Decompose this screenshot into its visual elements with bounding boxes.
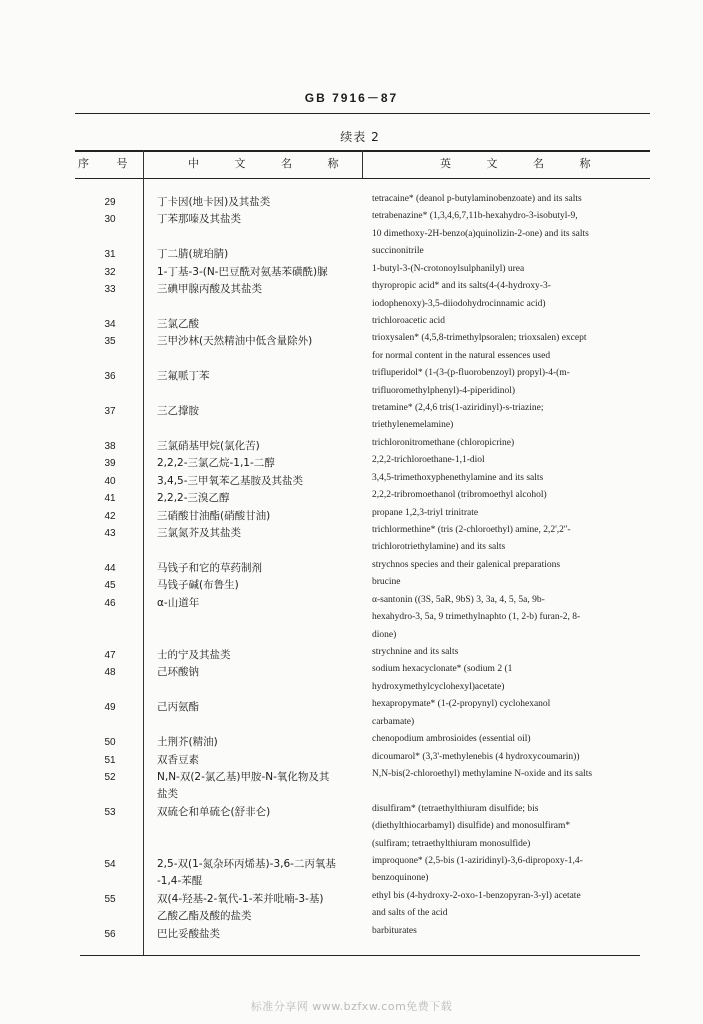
chinese-name [157,577,362,594]
chinese-name [157,664,362,681]
english-name-line: strychnine and its salts [372,646,459,657]
english-name-line: trichlorotriethylamine) and its salts [372,542,506,553]
english-name [372,749,672,766]
table-row [0,592,703,644]
chinese-name [157,264,362,281]
english-name-line: trichloroacetic acid [372,315,446,326]
table-row [0,243,703,260]
row-number: 31 [104,249,116,261]
english-name [372,923,672,940]
chinese-name-line: 三氯氮芥及其盐类 [157,527,241,540]
english-name [372,592,672,644]
chinese-name [157,926,362,943]
table-row [0,487,703,504]
english-name-line: trichloronitromethane (chloropicrine) [372,437,515,448]
chinese-name-line: 2,2,2-三氯乙烷-1,1-二醇 [157,457,275,470]
chinese-name [157,804,362,821]
chinese-name-line: 土荆芥(精油) [157,736,218,749]
chinese-name-line: 1-丁基-3-(N-巴豆酰对氨基苯磺酰)脲 [157,265,328,278]
chinese-name-line: 丁二腈(琥珀腈) [157,248,229,261]
english-name-line: hydroxymethylcyclohexyl)acetate) [372,681,505,692]
english-name-line: and salts of the acid [372,908,448,919]
column-header-number: 序 号 [78,157,140,170]
chinese-name-line: 三甲沙林(天然精油中低含量除外) [157,335,313,348]
table-row [0,435,703,452]
table-row [0,470,703,487]
english-name-line: trifluperidol* (1-(3-(p-fluorobenzoyl) propyl)-4-(m- [372,368,570,379]
english-name-line: strychnos species and their galenical preparations [372,559,561,570]
chinese-name [157,508,362,525]
english-name-line: trioxysalen* (4,5,8-trimethylpsoralen; trioxsalen) except [372,333,587,344]
english-name-line: succinonitrile [372,246,424,257]
english-name-line: α-santonin ((3S, 5aR, 9bS) 3, 3a, 4, 5, 5a, 9b- [372,594,545,605]
header-rule [75,113,650,114]
english-name-line: tetracaine* (deanol p-butylaminobenzoate) and its salts [372,194,582,204]
table-row [0,365,703,400]
chinese-name-line: 双(4-羟基-2-氧代-1-苯并吡喃-3-基) [157,892,324,905]
row-number: 29 [104,197,116,208]
chinese-name [157,194,362,211]
english-name-line: 2,2,2-tribromoethanol (tribromoethyl alcohol) [372,490,547,501]
column-header-english-name: 英 文 名 称 [440,157,607,170]
chinese-name [157,769,362,804]
chinese-name [157,281,362,298]
chinese-name-line: 双香豆素 [157,753,199,766]
english-name-line: 2,2,2-trichloroethane-1,1-diol [372,455,485,466]
chinese-name [157,403,362,420]
chinese-name-line: 乙酸乙酯及酸的盐类 [157,910,252,923]
table-caption: 续表 2 [340,130,380,144]
chinese-name-line: 三氯硝基甲烷(氯化苦) [157,439,260,452]
english-name-line: hexahydro-3, 5a, 9 trimethylnaphto (1, 2-b) furan-2, 8- [372,612,581,623]
english-name-line: brucine [372,577,401,588]
row-number: 33 [104,284,116,296]
table-row [0,661,703,696]
row-number: 39 [104,458,116,470]
english-name-line: iodophenoxy)-3,5-diiodohydrocinnamic acid) [372,298,546,309]
header-column-divider [362,150,363,178]
english-name [372,801,672,853]
table-row [0,191,703,208]
english-name [372,278,672,313]
standard-code: GB 7916－87 [304,91,399,105]
chinese-name-line: 双硫仑和单硫仑(舒非仑) [157,805,271,818]
chinese-name [157,647,362,664]
english-name [372,313,672,330]
english-name [372,766,672,783]
chinese-name-line: 丁卡因(地卡因)及其盐类 [157,196,271,208]
english-name-line: dicoumarol* (3,3'-methylenebis (4 hydroxycoumarin)) [372,751,580,762]
chinese-name-line: α-山道年 [157,596,200,609]
chinese-name-line: 马钱子碱(布鲁生) [157,579,239,592]
english-name [372,243,672,260]
english-name-line: 3,4,5-trimethoxyphenethylamine and its salts [372,472,544,483]
english-name-line: disulfiram* (tetraethylthiuram disulfide; bis [372,803,539,814]
chinese-name [157,560,362,577]
chinese-name [157,333,362,350]
row-number: 46 [104,597,116,609]
header-bottom-rule [75,178,650,179]
chinese-name [157,368,362,385]
row-number: 51 [104,754,116,766]
english-name-line: carbamate) [372,716,415,727]
table-row [0,888,703,923]
row-number: 43 [104,528,116,540]
table-row [0,557,703,574]
row-number: 54 [104,859,116,871]
english-name-line: 1-butyl-3-(N-crotonoylsulphanilyl) urea [372,263,525,274]
english-name [372,365,672,400]
chinese-name [157,438,362,455]
table-row [0,853,703,888]
english-name [372,487,672,504]
row-number: 52 [104,771,116,783]
chinese-name-line: 己丙氨酯 [157,701,199,714]
row-number: 56 [104,928,116,940]
english-name-line: triethylenemelamine) [372,420,454,431]
table-row [0,313,703,330]
english-name-line: for normal content in the natural essences used [372,350,551,361]
english-name [372,505,672,522]
chinese-name [157,211,362,228]
row-number: 45 [104,580,116,592]
row-number: 47 [104,649,116,661]
english-name-line: hexapropymate* (1-(2-propynyl) cyclohexanol [372,699,551,710]
chinese-name-line: 2,5-双(1-氮杂环丙烯基)-3,6-二丙氧基 [157,858,336,871]
chinese-name-line: 三氯乙酸 [157,317,199,330]
chinese-name [157,734,362,751]
table-row [0,644,703,661]
row-number: 40 [104,475,116,487]
english-name [372,452,672,469]
table-body [0,191,703,940]
row-number: 48 [104,667,116,679]
table-row [0,452,703,469]
table-row [0,278,703,313]
table-row [0,400,703,435]
english-name [372,191,672,208]
row-number: 30 [104,214,116,226]
english-name [372,661,672,696]
row-number: 50 [104,737,116,749]
english-name [372,208,672,243]
english-name [372,853,672,888]
english-name [372,435,672,452]
table-row [0,505,703,522]
english-name-line: benzoquinone) [372,873,429,884]
english-name-line: trichlormethine* (tris (2-chloroethyl) amine, 2,2',2''- [372,525,571,536]
chinese-name [157,455,362,472]
english-name-line: trifluoromethylphenyl)-4-piperidinol) [372,385,515,396]
english-name-line: sodium hexacyclonate* (sodium 2 (1 [372,664,513,675]
row-number: 44 [104,562,116,574]
row-number: 34 [104,318,116,330]
english-name [372,574,672,591]
row-number: 38 [104,440,116,452]
english-name-line: chenopodium ambrosioides (essential oil) [372,734,531,745]
table-row [0,731,703,748]
chinese-name-line: 三氟哌丁苯 [157,370,210,383]
row-number: 35 [104,336,116,348]
english-name [372,470,672,487]
chinese-name-line: 己环酸钠 [157,666,199,679]
chinese-name [157,699,362,716]
chinese-name-line: 丁苯那嗪及其盐类 [157,213,241,226]
english-name-line: improquone* (2,5-bis (1-aziridinyl)-3,6-dipropoxy-1,4- [372,856,583,867]
chinese-name [157,856,362,891]
table-row [0,330,703,365]
chinese-name [157,316,362,333]
chinese-name-line: 3,4,5-三甲氧苯乙基胺及其盐类 [157,474,304,487]
english-name [372,731,672,748]
chinese-name [157,525,362,542]
chinese-name [157,473,362,490]
chinese-name-line: 士的宁及其盐类 [157,648,231,661]
chinese-name-line: N,N-双(2-氯乙基)甲胺-N-氧化物及其 [157,770,330,783]
row-number: 42 [104,510,116,522]
english-name-line: tetrabenazine* (1,3,4,6,7,11b-hexahydro-3-isobutyl-9, [372,211,578,222]
column-header-chinese-name: 中 文 名 称 [188,157,355,170]
english-name-line: 10 dimethoxy-2H-benzo(a)quinolizin-2-one) and its salts [372,228,589,239]
english-name [372,888,672,923]
table-row [0,574,703,591]
row-number: 53 [104,806,116,818]
chinese-name-line: 2,2,2-三溴乙醇 [157,492,230,505]
chinese-name-line: 三碘甲腺丙酸及其盐类 [157,283,262,296]
table-row [0,923,703,940]
row-number: 41 [104,493,116,505]
table-row [0,522,703,557]
table-bottom-rule [80,955,640,956]
watermark: 标准分享网 www.bzfxw.com免费下载 [250,1000,453,1013]
chinese-name-line: 马钱子和它的草药制剂 [157,561,262,574]
chinese-name [157,595,362,612]
chinese-name-line: 三乙撑胺 [157,405,199,418]
chinese-name [157,490,362,507]
table-row [0,749,703,766]
english-name [372,522,672,557]
table-row [0,801,703,853]
english-name-line: (diethylthiocarbamyl) disulfide) and monosulfiram* [372,821,571,832]
table-row [0,261,703,278]
chinese-name [157,246,362,263]
english-name-line: barbiturates [372,925,417,936]
english-name [372,557,672,574]
english-name-line: N,N-bis(2-chloroethyl) methylamine N-oxide and its salts [372,768,593,779]
english-name [372,644,672,661]
english-name-line: propane 1,2,3-triyl trinitrate [372,507,479,518]
table-row [0,766,703,801]
table-row [0,696,703,731]
row-number: 49 [104,702,116,714]
english-name-line: (sulfiram; tetraethylthiuram monosulfide) [372,838,531,849]
english-name-line: ethyl bis (4-hydroxy-2-oxo-1-benzopyran-3-yl) acetate [372,890,581,901]
english-name-line: thyropropic acid* and its salts(4-(4-hydroxy-3- [372,281,551,292]
english-name [372,400,672,435]
english-name-line: tretamine* (2,4,6 tris(1-aziridinyl)-s-triazine; [372,403,544,414]
english-name [372,330,672,365]
chinese-name [157,891,362,926]
english-name-line: dione) [372,629,397,640]
chinese-name [157,752,362,769]
row-number: 32 [104,266,116,278]
chinese-name-line: -1,4-苯醌 [157,875,203,888]
table-row [0,208,703,243]
row-number: 37 [104,406,116,418]
chinese-name-line: 盐类 [157,788,178,801]
english-name [372,261,672,278]
row-number: 55 [104,893,116,905]
chinese-name-line: 巴比妥酸盐类 [157,927,220,940]
english-name [372,696,672,731]
chinese-name-line: 三硝酸甘油酯(硝酸甘油) [157,509,271,522]
row-number: 36 [104,371,116,383]
